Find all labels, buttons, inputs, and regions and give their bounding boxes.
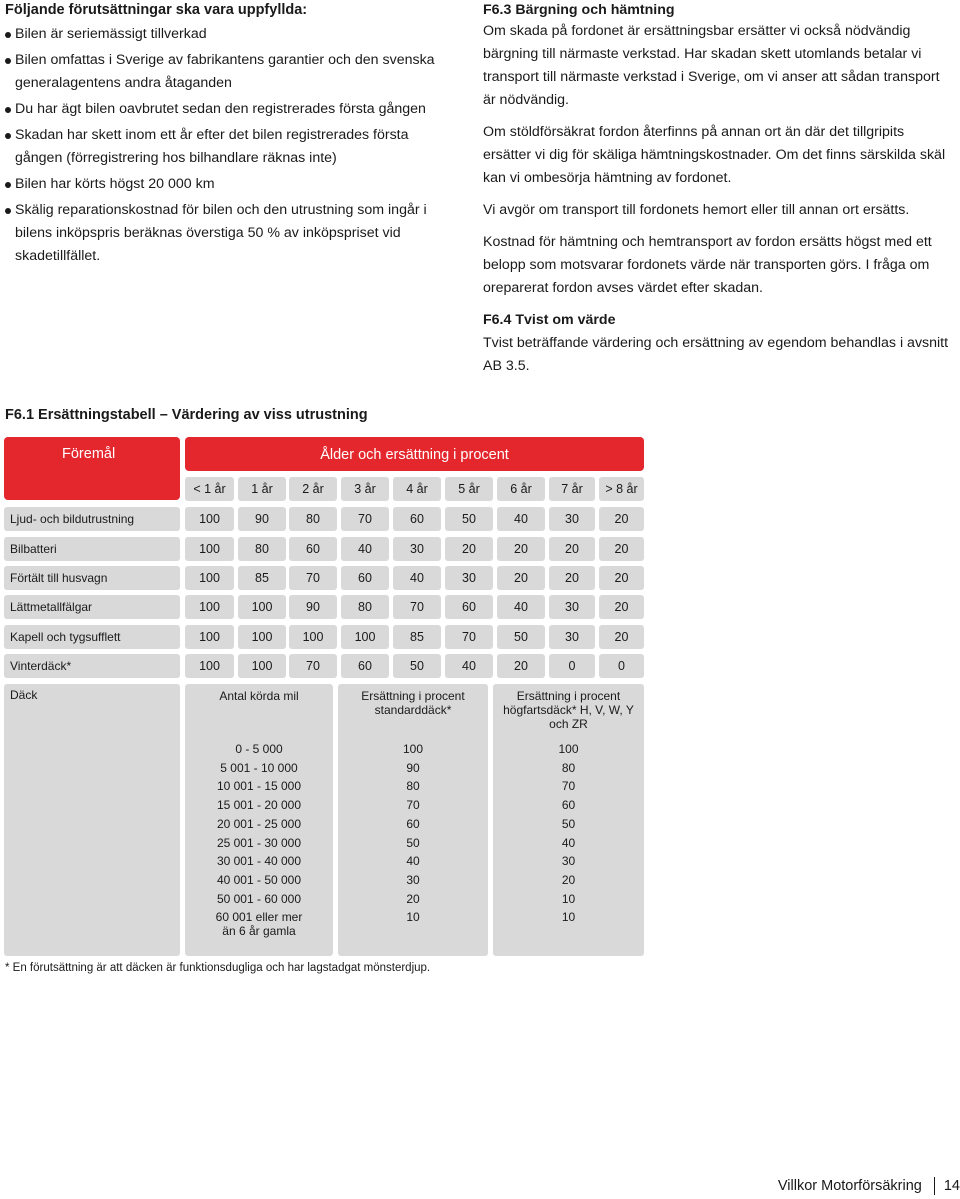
table-cell: 100 (185, 595, 234, 619)
f63-paragraph: Vi avgör om transport till fordonets hemort eller till annan ort ersätts. (483, 202, 910, 218)
table-cell: 60 (341, 566, 389, 590)
standard-value: 60 (406, 816, 420, 831)
age-header-cell: < 1 år (185, 477, 234, 501)
table-cell: 20 (549, 566, 595, 590)
table-cell: 30 (445, 566, 493, 590)
highspeed-value: 80 (561, 760, 576, 775)
table-cell: 100 (185, 537, 234, 561)
row-label: Förtält till husvagn (4, 566, 180, 590)
highspeed-value: 40 (561, 835, 576, 850)
table-cell: 40 (497, 507, 545, 531)
mileage-value: 20 001 - 25 000 (216, 816, 302, 831)
standard-value: 70 (406, 798, 420, 813)
table-cell: 100 (238, 654, 286, 678)
table-cell: 100 (185, 625, 234, 649)
table-cell: 50 (497, 625, 545, 649)
table-cell: 20 (599, 507, 644, 531)
f63-title: F6.3 Bärgning och hämtning (483, 2, 675, 18)
table-cell: 50 (445, 507, 493, 531)
footnote: * En förutsättning är att däcken är funktionsdugliga och har lagstadgat mönsterdjup. (5, 962, 431, 974)
highspeed-value: 10 (561, 891, 576, 906)
table-cell: 30 (549, 507, 595, 531)
table-cell: 0 (599, 654, 644, 678)
table-cell: 50 (393, 654, 441, 678)
table-cell: 85 (393, 625, 441, 649)
highspeed-value: 30 (561, 854, 576, 869)
towing-section (483, 0, 953, 387)
table-cell: 30 (549, 595, 595, 619)
age-header-cell: > 8 år (599, 477, 644, 501)
age-header-cell: 2 år (289, 477, 337, 501)
list-item: Bilen är seriemässigt tillverkad (5, 23, 450, 46)
standard-value: 100 (402, 742, 424, 756)
table-cell: 70 (289, 654, 337, 678)
footer-divider (934, 1177, 935, 1195)
table-cell: 70 (445, 625, 493, 649)
age-header-cell: 6 år (497, 477, 545, 501)
item-column-header: Föremål (4, 437, 180, 500)
table-cell: 90 (238, 507, 286, 531)
table-cell: 100 (238, 625, 286, 649)
highspeed-value: 20 (561, 872, 576, 887)
table-cell: 60 (393, 507, 441, 531)
table-cell: 60 (289, 537, 337, 561)
table-cell: 85 (238, 566, 286, 590)
standard-tire-header: Ersättning i procent standarddäck* (361, 689, 465, 717)
standard-tire-column (338, 684, 488, 956)
standard-value: 20 (406, 891, 420, 906)
standard-value: 40 (406, 854, 420, 869)
age-header-cell: 1 år (238, 477, 286, 501)
f63-paragraph: Om skada på fordonet är ersättningsbar ersätter vi också nödvändig bärgning till närmaste verkstad. Har skadan skett utomlands betalar vi transport till närmaste verkstad i Sverige, om vi anser att sådan transport är nödvändig. (483, 23, 940, 108)
list-item: Du har ägt bilen oavbrutet sedan den registrerades första gången (5, 98, 450, 121)
list-item: Bilen har körts högst 20 000 km (5, 173, 450, 196)
table-cell: 20 (599, 625, 644, 649)
table-cell: 90 (289, 595, 337, 619)
page-footer (778, 1177, 960, 1195)
highspeed-value: 60 (561, 798, 576, 813)
age-header-cell: 5 år (445, 477, 493, 501)
table-cell: 30 (549, 625, 595, 649)
mileage-value: 30 001 - 40 000 (216, 854, 302, 869)
requirements-section (5, 0, 450, 271)
highspeed-value: 10 (561, 910, 576, 925)
table-cell: 70 (289, 566, 337, 590)
list-item: Skälig reparationskostnad för bilen och den utrustning som ingår i bilens inköpspris beräknas överstiga 50 % av inköpspriset vid skadetillfället. (5, 199, 450, 268)
table-cell: 30 (393, 537, 441, 561)
table-cell: 20 (445, 537, 493, 561)
table-cell: 20 (549, 537, 595, 561)
standard-value: 50 (406, 835, 420, 850)
table-cell: 40 (341, 537, 389, 561)
age-header-cell: 4 år (393, 477, 441, 501)
table-title: F6.1 Ersättningstabell – Värdering av viss utrustning (5, 407, 368, 423)
row-label: Ljud- och bildutrustning (4, 507, 180, 531)
highspeed-tire-header: Ersättning i procent högfartsdäck* H, V, W, Y och ZR (503, 689, 634, 731)
table-cell: 100 (289, 625, 337, 649)
table-cell: 100 (238, 595, 286, 619)
mileage-header: Antal körda mil (219, 689, 299, 703)
mileage-value: 40 001 - 50 000 (216, 872, 302, 887)
table-cell: 70 (341, 507, 389, 531)
table-cell: 100 (185, 566, 234, 590)
table-cell: 100 (341, 625, 389, 649)
table-cell: 20 (599, 537, 644, 561)
tires-label: Däck (4, 684, 180, 956)
list-item: Bilen omfattas i Sverige av fabrikantens garantier och den svenska generalagentens andra åtaganden (5, 49, 450, 95)
row-label: Vinterdäck* (4, 654, 180, 678)
mileage-value: 50 001 - 60 000 (216, 891, 302, 906)
table-cell: 100 (185, 654, 234, 678)
table-cell: 20 (497, 537, 545, 561)
table-cell: 20 (599, 595, 644, 619)
standard-value: 30 (406, 872, 420, 887)
mileage-value: 5 001 - 10 000 (220, 760, 298, 775)
table-cell: 80 (238, 537, 286, 561)
list-item: Skadan har skett inom ett år efter det bilen registrerades första gången (förregistrering hos bilhandlare räknas inte) (5, 124, 450, 170)
document-name: Villkor Motorförsäkring (777, 1177, 922, 1194)
standard-value: 10 (406, 910, 420, 925)
mileage-value: 15 001 - 20 000 (216, 798, 302, 813)
highspeed-value: 100 (558, 742, 579, 756)
f63-paragraph: Om stöldförsäkrat fordon återfinns på annan ort än där det tillgripits ersätter vi dig för skäliga hämtningskostnader. Om det finns särskilda skäl kan vi ombesörja hämtning av fordonet. (483, 124, 946, 186)
f64-text: Tvist beträffande värdering och ersättning av egendom behandlas i avsnitt AB 3.5. (483, 335, 949, 374)
highspeed-value: 70 (561, 779, 576, 794)
table-cell: 40 (445, 654, 493, 678)
table-cell: 70 (393, 595, 441, 619)
requirements-list (5, 23, 450, 268)
standard-value: 80 (406, 779, 420, 794)
f64-title: F6.4 Tvist om värde (483, 312, 616, 328)
f63-paragraph: Kostnad för hämtning och hemtransport av fordon ersätts högst med ett belopp som motsvarar fordonets värde när transporten görs. I fråga om oreparerat fordon avses värdet efter skadan. (483, 234, 932, 296)
standard-value: 90 (406, 760, 420, 775)
mileage-column (185, 684, 333, 956)
table-cell: 60 (445, 595, 493, 619)
age-column-header: Ålder och ersättning i procent (185, 437, 644, 471)
table-cell: 60 (341, 654, 389, 678)
table-cell: 0 (549, 654, 595, 678)
row-label: Lättmetallfälgar (4, 595, 180, 619)
table-cell: 40 (497, 595, 545, 619)
row-label: Kapell och tygsufflett (4, 625, 180, 649)
page-number: 14 (943, 1177, 960, 1194)
mileage-value: 60 001 eller mer än 6 år gamla (215, 910, 303, 939)
requirements-heading: Följande förutsättningar ska vara uppfyllda: (5, 2, 308, 18)
table-cell: 40 (393, 566, 441, 590)
age-header-cell: 7 år (549, 477, 595, 501)
table-cell: 100 (185, 507, 234, 531)
row-label: Bilbatteri (4, 537, 180, 561)
mileage-value: 25 001 - 30 000 (216, 835, 302, 850)
table-cell: 80 (341, 595, 389, 619)
table-cell: 20 (599, 566, 644, 590)
mileage-value: 0 - 5 000 (235, 742, 283, 756)
mileage-value: 10 001 - 15 000 (216, 779, 302, 794)
highspeed-value: 50 (561, 816, 576, 831)
table-cell: 80 (289, 507, 337, 531)
age-header-cell: 3 år (341, 477, 389, 501)
table-cell: 20 (497, 566, 545, 590)
table-cell: 20 (497, 654, 545, 678)
highspeed-tire-column (493, 684, 644, 956)
